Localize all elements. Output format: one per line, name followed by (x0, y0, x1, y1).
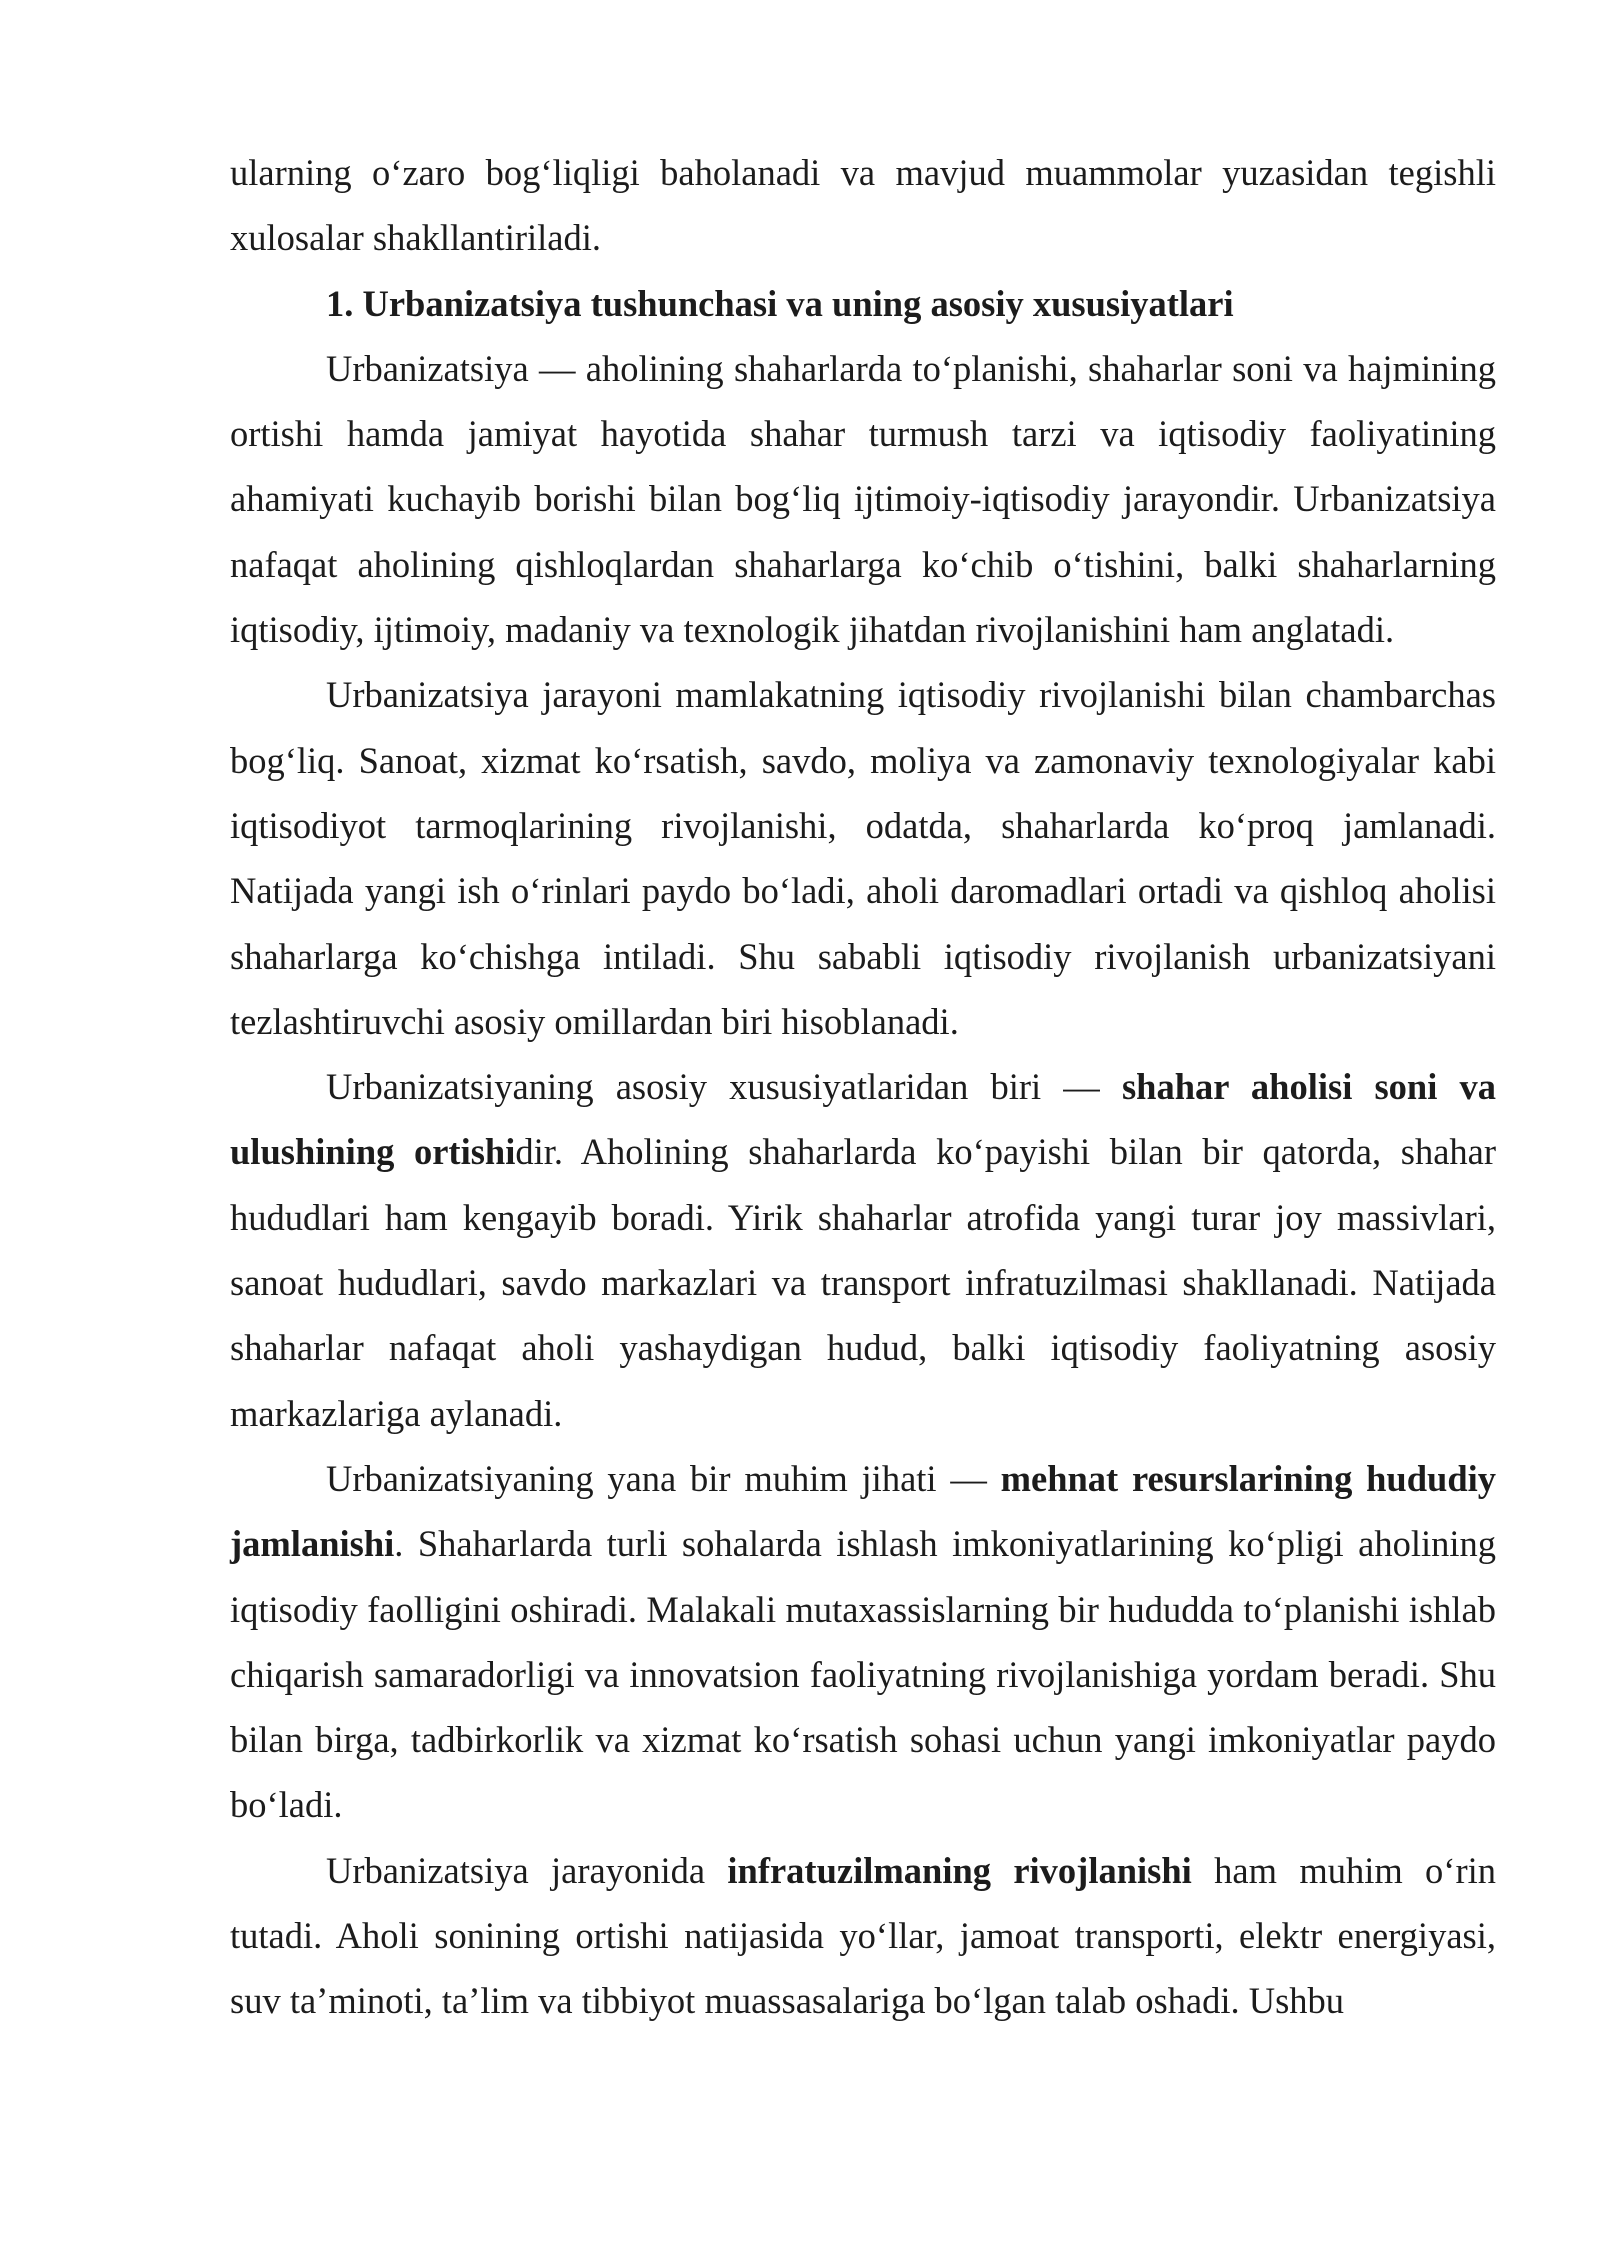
section-heading: 1. Urbanizatsiya tushunchasi va uning asosiy xususiyatlari (326, 282, 1234, 324)
bold-phrase: mehnat resurslarining hududiy jamlanishi (230, 1457, 1497, 1565)
paragraph-text: Urbanizatsiyaning asosiy xususiyatlaridan biri — (326, 1066, 1122, 1108)
document-page (230, 140, 1496, 2034)
bold-phrase: shahar aholisi soni va ulushining ortishi (230, 1066, 1497, 1173)
paragraph-text: . Shaharlarda turli sohalarda ishlash imkoniyatlarining ko‘pligi aholining iqtisodiy faolligini oshiradi. Malakali mutaxassislarning bir hududda to‘planishi ishlab chiqarish samaradorligi va innovatsion faoliyatning rivojlanishiga yordam beradi. Shu bilan birga, tadbirkorlik va xizmat ko‘rsatish sohasi uchun yangi imkoniyatlar paydo bo‘ladi. (230, 1523, 1496, 1826)
paragraph-urban-population (230, 1054, 1496, 1446)
paragraph-text: Urbanizatsiya jarayonida (326, 1849, 728, 1891)
intro-paragraph: ularning o‘zaro bog‘liqligi baholanadi va mavjud muammolar yuzasidan tegishli xulosalar shakllantiriladi. (230, 152, 1496, 259)
paragraph-text: dir. Aholining shaharlarda ko‘payishi bilan bir qatorda, shahar hududlari ham kengayib boradi. Yirik shaharlar atrofida yangi turar joy massivlari, sanoat hududlari, savdo markazlari va transport infratuzilmasi shakllanadi. Natijada shaharlar nafaqat aholi yashaydigan hudud, balki iqtisodiy faoliyatning asosiy markazlariga aylanadi. (230, 1131, 1497, 1434)
paragraph-text: ham muhim o‘rin tutadi. Aholi sonining ortishi natijasida yo‘llar, jamoat transporti, elektr energiyasi, suv ta’minoti, ta’lim va tibbiyot muassasalariga bo‘lgan talab oshadi. Ushbu (230, 1849, 1497, 2022)
paragraph-text: Urbanizatsiyaning yana bir muhim jihati — (326, 1457, 1001, 1499)
paragraph-economic-development: Urbanizatsiya jarayoni mamlakatning iqtisodiy rivojlanishi bilan chambarchas bog‘liq. Sanoat, xizmat ko‘rsatish, savdo, moliya va zamonaviy texnologiyalar kabi iqtisodiyot tarmoqlarining rivojlanishi, odatda, shaharlarda ko‘proq jamlanadi. Natijada yangi ish o‘rinlari paydo bo‘ladi, aholi daromadlari ortadi va qishloq aholisi shaharlarga ko‘chishga intiladi. Shu sababli iqtisodiy rivojlanish urbanizatsiyani tezlashtiruvchi asosiy omillardan biri hisoblanadi. (230, 674, 1496, 1042)
paragraph-infrastructure (230, 1838, 1496, 2034)
paragraph-labor-resources (230, 1446, 1496, 1838)
bold-phrase: infratuzilmaning rivojlanishi (727, 1849, 1192, 1891)
paragraph-definition: Urbanizatsiya — aholining shaharlarda to‘planishi, shaharlar soni va hajmining ortishi hamda jamiyat hayotida shahar turmush tarzi va iqtisodiy faoliyatining ahamiyati kuchayib borishi bilan bog‘liq ijtimoiy-iqtisodiy jarayondir. Urbanizatsiya nafaqat aholining qishloqlardan shaharlarga ko‘chib o‘tishini, balki shaharlarning iqtisodiy, ijtimoiy, madaniy va texnologik jihatdan rivojlanishini ham anglatadi. (230, 347, 1496, 651)
